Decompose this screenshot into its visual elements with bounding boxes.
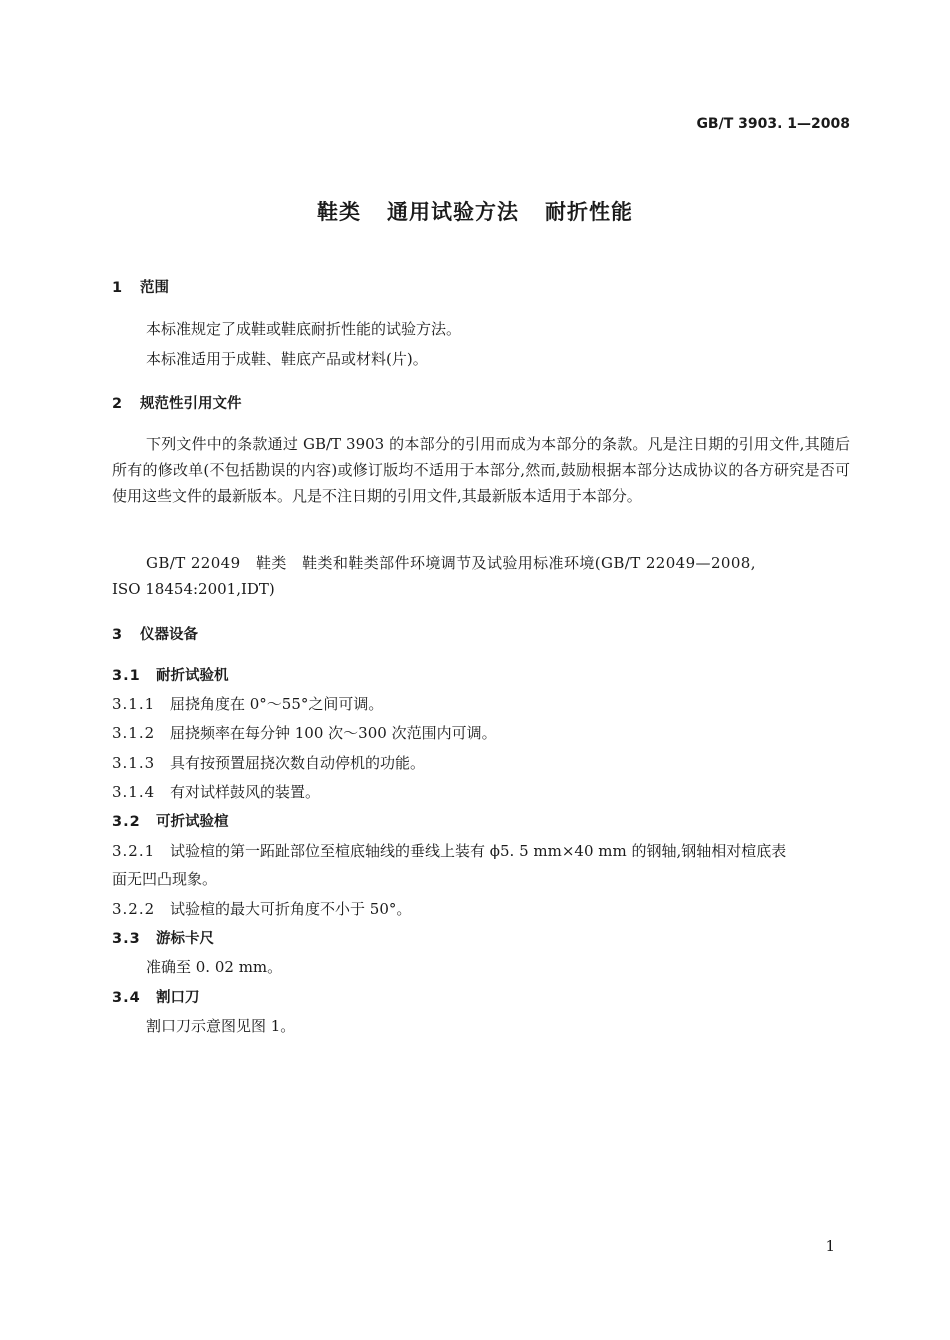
- subsection-title: 割口刀: [156, 990, 200, 1006]
- subsection-title: 可折试验楦: [156, 814, 229, 830]
- clause-text: 试验楦的第一跖趾部位至楦底轴线的垂线上装有 ϕ5. 5 mm×40 mm 的钢轴,钢轴相对楦底表: [170, 842, 787, 860]
- section-title: 仪器设备: [140, 627, 198, 643]
- clause-3-1-3: [112, 752, 425, 773]
- scope-line-1: 本标准规定了成鞋或鞋底耐折性能的试验方法。: [146, 320, 462, 338]
- clause-number: 3.1.1: [112, 695, 156, 713]
- subsection-3-1-heading: [112, 664, 229, 685]
- clause-number: 3.1.3: [112, 754, 156, 772]
- subsection-3-2-heading: [112, 810, 229, 831]
- clause-number: 3.1.4: [112, 783, 156, 801]
- clause-number: 3.2.2: [112, 900, 156, 918]
- clause-text: 试验楦的最大可折角度不小于 50°。: [170, 900, 412, 918]
- reference-entry-line-2: ISO 18454:2001,IDT): [112, 580, 275, 598]
- section-number: 1: [112, 280, 123, 296]
- section-number: 3: [112, 627, 123, 643]
- title-part-3: 耐折性能: [545, 200, 633, 224]
- scope-line-2: 本标准适用于成鞋、鞋底产品或材料(片)。: [146, 350, 428, 368]
- subsection-title: 游标卡尺: [156, 931, 214, 947]
- clause-text: 有对试样鼓风的装置。: [170, 783, 321, 801]
- standard-code: GB/T 3903. 1—2008: [696, 116, 850, 132]
- section-title: 规范性引用文件: [140, 396, 242, 412]
- subsection-title: 耐折试验机: [156, 668, 229, 684]
- document-title: [0, 196, 950, 226]
- section-1-heading: [112, 276, 169, 297]
- subsection-number: 3.4: [112, 990, 141, 1006]
- subsection-3-3-text: 准确至 0. 02 mm。: [146, 958, 283, 976]
- reference-entry-line-1: GB/T 22049 鞋类 鞋类和鞋类部件环境调节及试验用标准环境(GB/T 22049—2008,: [146, 554, 756, 572]
- section-title: 范围: [140, 280, 169, 296]
- clause-3-2-1-line-2: 面无凹凸现象。: [112, 870, 218, 888]
- clause-number: 3.1.2: [112, 724, 156, 742]
- clause-3-2-1-line-1: [112, 840, 786, 861]
- clause-number: 3.2.1: [112, 842, 156, 860]
- clause-3-1-1: [112, 693, 383, 714]
- clause-text: 屈挠角度在 0°～55°之间可调。: [170, 695, 384, 713]
- section-number: 2: [112, 396, 123, 412]
- clause-3-1-4: [112, 781, 320, 802]
- subsection-number: 3.1: [112, 668, 141, 684]
- section-3-heading: [112, 623, 198, 644]
- subsection-3-3-heading: [112, 927, 214, 948]
- page-number: 1: [825, 1237, 835, 1255]
- subsection-number: 3.2: [112, 814, 141, 830]
- references-paragraph: 下列文件中的条款通过 GB/T 3903 的本部分的引用而成为本部分的条款。凡是注日期的引用文件,其随后所有的修改单(不包括勘误的内容)或修订版均不适用于本部分,然而,鼓励根据本部分达成协议的各方研究是否可使用这些文件的最新版本。凡是不注日期的引用文件,其最新版本适用于本部分。: [112, 435, 850, 505]
- clause-3-1-2: [112, 722, 497, 743]
- clause-3-2-2: [112, 898, 411, 919]
- clause-text: 屈挠频率在每分钟 100 次～300 次范围内可调。: [170, 724, 497, 742]
- subsection-number: 3.3: [112, 931, 141, 947]
- title-part-2: 通用试验方法: [387, 200, 519, 224]
- subsection-3-4-text: 割口刀示意图见图 1。: [146, 1017, 296, 1035]
- subsection-3-4-heading: [112, 986, 200, 1007]
- title-part-1: 鞋类: [317, 200, 361, 224]
- section-2-heading: [112, 392, 242, 413]
- clause-text: 具有按预置屈挠次数自动停机的功能。: [170, 754, 426, 772]
